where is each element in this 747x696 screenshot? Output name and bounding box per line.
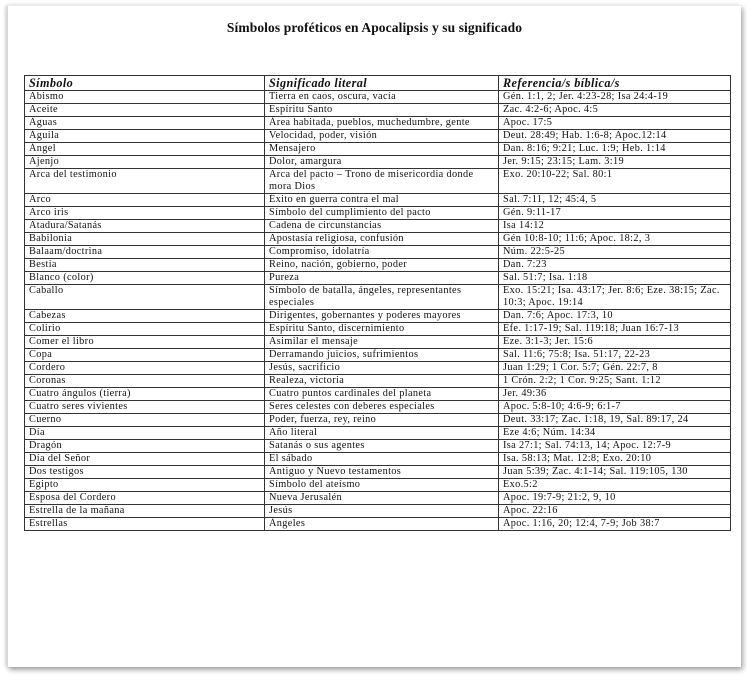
cell-meaning: Espíritu Santo, discernimiento — [265, 323, 499, 336]
cell-symbol: Atadura/Satanás — [25, 220, 265, 233]
cell-meaning: Cadena de circunstancias — [265, 220, 499, 233]
cell-meaning: Dolor, amargura — [265, 156, 499, 169]
cell-reference: Apoc. 1:16, 20; 12:4, 7-9; Job 38:7 — [499, 518, 731, 531]
symbols-table — [24, 75, 731, 531]
cell-meaning: Nueva Jerusalén — [265, 492, 499, 505]
table-header-row — [25, 76, 731, 91]
table-row — [25, 427, 731, 440]
table-row — [25, 246, 731, 259]
cell-symbol: Cabezas — [25, 310, 265, 323]
table-row — [25, 91, 731, 104]
cell-reference: Isa 14:12 — [499, 220, 731, 233]
table-row — [25, 143, 731, 156]
cell-symbol: Cordero — [25, 362, 265, 375]
cell-meaning: Velocidad, poder, visión — [265, 130, 499, 143]
table-row — [25, 323, 731, 336]
cell-meaning: Espíritu Santo — [265, 104, 499, 117]
cell-meaning: Cuatro puntos cardinales del planeta — [265, 388, 499, 401]
column-header-reference: Referencia/s bíblica/s — [499, 76, 731, 91]
cell-reference: Núm. 22:5-25 — [499, 246, 731, 259]
cell-symbol: Esposa del Cordero — [25, 492, 265, 505]
cell-symbol: Aguas — [25, 117, 265, 130]
table-body — [25, 91, 731, 531]
table-row — [25, 492, 731, 505]
cell-reference: Dan. 8:16; 9:21; Luc. 1:9; Heb. 1:14 — [499, 143, 731, 156]
table-row — [25, 233, 731, 246]
table-row — [25, 453, 731, 466]
cell-symbol: Estrella de la mañana — [25, 505, 265, 518]
cell-reference: Dan. 7:6; Apoc. 17:3, 10 — [499, 310, 731, 323]
cell-symbol: Estrellas — [25, 518, 265, 531]
cell-symbol: Águila — [25, 130, 265, 143]
cell-reference: Gén. 1:1, 2; Jer. 4:23-28; Isa 24:4-19 — [499, 91, 731, 104]
table-row — [25, 117, 731, 130]
cell-meaning: Asimilar el mensaje — [265, 336, 499, 349]
cell-reference: Sal. 51:7; Isa. 1:18 — [499, 272, 731, 285]
cell-symbol: Ajenjo — [25, 156, 265, 169]
table-row — [25, 220, 731, 233]
cell-symbol: Día — [25, 427, 265, 440]
table-row — [25, 285, 731, 310]
cell-symbol: Colirio — [25, 323, 265, 336]
column-header-meaning: Significado literal — [265, 76, 499, 91]
cell-symbol: Cuatro seres vivientes — [25, 401, 265, 414]
table-row — [25, 518, 731, 531]
table-row — [25, 207, 731, 220]
table-row — [25, 388, 731, 401]
cell-meaning: Símbolo del cumplimiento del pacto — [265, 207, 499, 220]
table-row — [25, 349, 731, 362]
table-row — [25, 130, 731, 143]
page-title: Símbolos proféticos en Apocalipsis y su significado — [226, 20, 523, 35]
cell-meaning: Mensajero — [265, 143, 499, 156]
cell-meaning: Pureza — [265, 272, 499, 285]
cell-meaning: Jesús — [265, 505, 499, 518]
cell-reference: Apoc. 19:7-9; 21:2, 9, 10 — [499, 492, 731, 505]
cell-symbol: Cuerno — [25, 414, 265, 427]
table-row — [25, 414, 731, 427]
cell-meaning: Arca del pacto – Trono de misericordia donde mora Dios — [265, 169, 499, 194]
cell-reference: Isa. 58:13; Mat. 12:8; Exo. 20:10 — [499, 453, 731, 466]
cell-reference: Apoc. 22:16 — [499, 505, 731, 518]
cell-meaning: Dirigentes, gobernantes y poderes mayores — [265, 310, 499, 323]
table-row — [25, 169, 731, 194]
cell-meaning: Poder, fuerza, rey, reino — [265, 414, 499, 427]
cell-meaning: Derramando juicios, sufrimientos — [265, 349, 499, 362]
cell-meaning: Apostasía religiosa, confusión — [265, 233, 499, 246]
cell-reference: Jer. 9:15; 23:15; Lam. 3:19 — [499, 156, 731, 169]
table-row — [25, 259, 731, 272]
cell-reference: Deut. 28:49; Hab. 1:6-8; Apoc.12:14 — [499, 130, 731, 143]
table-row — [25, 362, 731, 375]
table-row — [25, 466, 731, 479]
cell-reference: Jer. 49:36 — [499, 388, 731, 401]
cell-reference: Efe. 1:17-19; Sal. 119:18; Juan 16:7-13 — [499, 323, 731, 336]
table-row — [25, 104, 731, 117]
cell-meaning: Área habitada, pueblos, muchedumbre, gente — [265, 117, 499, 130]
cell-symbol: Coronas — [25, 375, 265, 388]
table-row — [25, 440, 731, 453]
cell-reference: Juan 1:29; 1 Cor. 5:7; Gén. 22:7, 8 — [499, 362, 731, 375]
cell-symbol: Babilonia — [25, 233, 265, 246]
cell-meaning: El sábado — [265, 453, 499, 466]
table-row — [25, 505, 731, 518]
cell-symbol: Abismo — [25, 91, 265, 104]
cell-meaning: Satanás o sus agentes — [265, 440, 499, 453]
cell-reference: Zac. 4:2-6; Apoc. 4:5 — [499, 104, 731, 117]
cell-symbol: Copa — [25, 349, 265, 362]
cell-reference: Gén. 9:11-17 — [499, 207, 731, 220]
cell-meaning: Compromiso, idolatría — [265, 246, 499, 259]
cell-reference: Isa 27:1; Sal. 74:13, 14; Apoc. 12:7-9 — [499, 440, 731, 453]
table-row — [25, 336, 731, 349]
cell-symbol: Ángel — [25, 143, 265, 156]
cell-meaning: Jesús, sacrificio — [265, 362, 499, 375]
cell-meaning: Reino, nación, gobierno, poder — [265, 259, 499, 272]
cell-meaning: Realeza, victoria — [265, 375, 499, 388]
table-row — [25, 156, 731, 169]
cell-meaning: Símbolo de batalla, ángeles, representantes especiales — [265, 285, 499, 310]
cell-reference: Eze. 3:1-3; Jer. 15:6 — [499, 336, 731, 349]
cell-reference: Eze 4:6; Núm. 14:34 — [499, 427, 731, 440]
cell-meaning: Tierra en caos, oscura, vacía — [265, 91, 499, 104]
cell-reference: Exo. 15:21; Isa. 43:17; Jer. 8:6; Eze. 38:15; Zac. 10:3; Apoc. 19:14 — [499, 285, 731, 310]
cell-symbol: Blanco (color) — [25, 272, 265, 285]
table-row — [25, 310, 731, 323]
cell-symbol: Egipto — [25, 479, 265, 492]
table-row — [25, 479, 731, 492]
cell-meaning: Año literal — [265, 427, 499, 440]
cell-symbol: Arco — [25, 194, 265, 207]
cell-meaning: Símbolo del ateísmo — [265, 479, 499, 492]
cell-reference: Dan. 7:23 — [499, 259, 731, 272]
cell-symbol: Caballo — [25, 285, 265, 310]
cell-meaning: Éxito en guerra contra el mal — [265, 194, 499, 207]
cell-symbol: Día del Señor — [25, 453, 265, 466]
cell-symbol: Bestia — [25, 259, 265, 272]
cell-symbol: Balaam/doctrina — [25, 246, 265, 259]
cell-symbol: Dragón — [25, 440, 265, 453]
cell-reference: Sal. 11:6; 75:8; Isa. 51:17, 22-23 — [499, 349, 731, 362]
table-row — [25, 194, 731, 207]
cell-reference: 1 Crón. 2:2; 1 Cor. 9:25; Sant. 1:12 — [499, 375, 731, 388]
cell-reference: Deut. 33:17; Zac. 1:18, 19, Sal. 89:17, 24 — [499, 414, 731, 427]
table-row — [25, 375, 731, 388]
cell-reference: Exo. 20:10-22; Sal. 80:1 — [499, 169, 731, 194]
cell-reference: Apoc. 17:5 — [499, 117, 731, 130]
document-page — [7, 5, 741, 667]
cell-symbol: Cuatro ángulos (tierra) — [25, 388, 265, 401]
column-header-symbol: Símbolo — [25, 76, 265, 91]
cell-meaning: Seres celestes con deberes especiales — [265, 401, 499, 414]
cell-symbol: Aceite — [25, 104, 265, 117]
table-row — [25, 401, 731, 414]
cell-reference: Juan 5:39; Zac. 4:1-14; Sal. 119:105, 130 — [499, 466, 731, 479]
cell-reference: Sal. 7:11, 12; 45:4, 5 — [499, 194, 731, 207]
cell-symbol: Dos testigos — [25, 466, 265, 479]
table-row — [25, 272, 731, 285]
cell-reference: Exo.5:2 — [499, 479, 731, 492]
cell-meaning: Antiguo y Nuevo testamentos — [265, 466, 499, 479]
cell-symbol: Arco iris — [25, 207, 265, 220]
cell-reference: Gén 10:8-10; 11:6; Apoc. 18:2, 3 — [499, 233, 731, 246]
cell-symbol: Arca del testimonio — [25, 169, 265, 194]
cell-reference: Apoc. 5:8-10; 4:6-9; 6:1-7 — [499, 401, 731, 414]
cell-symbol: Comer el libro — [25, 336, 265, 349]
cell-meaning: Ángeles — [265, 518, 499, 531]
